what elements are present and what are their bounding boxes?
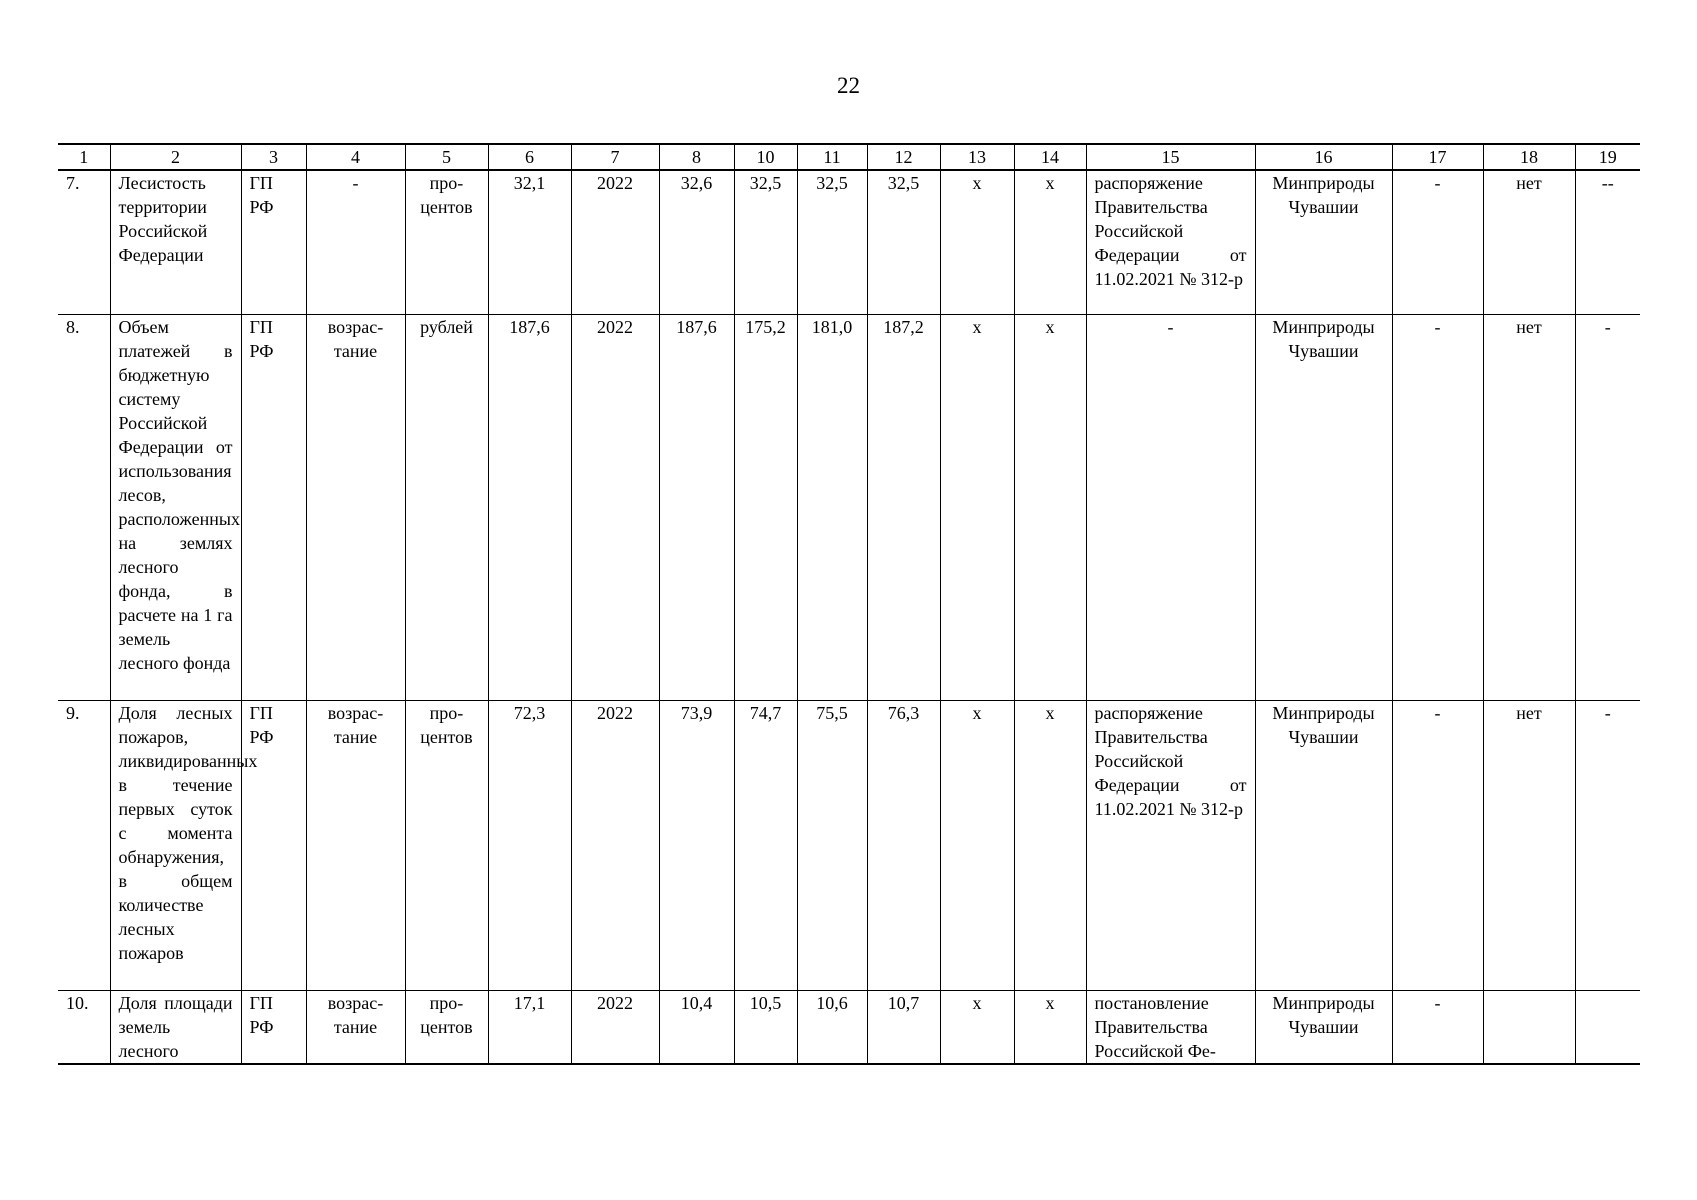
table-row — [58, 314, 1640, 700]
value-col-17: - — [1392, 700, 1483, 990]
indicator-unit: про-центов — [405, 170, 488, 314]
indicator-name: Доля лесных пожаров, ликвидированных в течение первых суток с момента обнаружения, в общем количестве лесных пожаров — [110, 700, 241, 990]
value-col-11: 181,0 — [797, 314, 867, 700]
indicators-table — [58, 143, 1640, 1065]
responsible-body: Минприроды Чувашии — [1255, 170, 1392, 314]
value-col-11: 32,5 — [797, 170, 867, 314]
header-cell: 1 — [58, 144, 110, 170]
value-col-13: x — [940, 700, 1014, 990]
header-cell: 6 — [488, 144, 571, 170]
indicator-source: ГП РФ — [241, 700, 306, 990]
base-year: 2022 — [571, 700, 659, 990]
header-cell: 4 — [306, 144, 405, 170]
header-cell: 17 — [1392, 144, 1483, 170]
value-col-8: 73,9 — [659, 700, 734, 990]
header-cell: 14 — [1014, 144, 1086, 170]
value-col-10: 175,2 — [734, 314, 797, 700]
value-col-18 — [1483, 990, 1575, 1064]
value-col-12: 32,5 — [867, 170, 940, 314]
value-col-8: 32,6 — [659, 170, 734, 314]
row-number: 8. — [58, 314, 110, 700]
header-cell: 7 — [571, 144, 659, 170]
legal-document: распоряжение Правительства Российской Федерации от 11.02.2021 № 312-р — [1086, 170, 1255, 314]
table-row — [58, 170, 1640, 314]
header-cell: 12 — [867, 144, 940, 170]
row-number: 7. — [58, 170, 110, 314]
value-col-19: - — [1575, 700, 1640, 990]
base-year: 2022 — [571, 990, 659, 1064]
header-cell: 2 — [110, 144, 241, 170]
table-row — [58, 700, 1640, 990]
value-col-17: - — [1392, 990, 1483, 1064]
header-cell: 19 — [1575, 144, 1640, 170]
value-col-14: x — [1014, 700, 1086, 990]
indicator-name: Объем платежей в бюджетную систему Российской Федерации от использования лесов, расположенных на землях лесного фонда, в расчете на 1 га земель лесного фонда — [110, 314, 241, 700]
value-col-11: 75,5 — [797, 700, 867, 990]
legal-document: постановление Правительства Российской Фе- — [1086, 990, 1255, 1064]
value-col-10: 32,5 — [734, 170, 797, 314]
indicator-name: Доля площади земель лесного — [110, 990, 241, 1064]
header-cell: 15 — [1086, 144, 1255, 170]
value-col-13: x — [940, 990, 1014, 1064]
value-col-8: 10,4 — [659, 990, 734, 1064]
indicator-trend: возрас-тание — [306, 314, 405, 700]
indicator-unit: про-центов — [405, 990, 488, 1064]
value-col-13: x — [940, 314, 1014, 700]
header-cell: 13 — [940, 144, 1014, 170]
header-cell: 10 — [734, 144, 797, 170]
row-number: 10. — [58, 990, 110, 1064]
value-col-11: 10,6 — [797, 990, 867, 1064]
indicator-source: ГП РФ — [241, 314, 306, 700]
base-value: 17,1 — [488, 990, 571, 1064]
value-col-17: - — [1392, 170, 1483, 314]
header-cell: 16 — [1255, 144, 1392, 170]
row-number: 9. — [58, 700, 110, 990]
indicator-trend: возрас-тание — [306, 700, 405, 990]
value-col-19: - — [1575, 314, 1640, 700]
value-col-12: 10,7 — [867, 990, 940, 1064]
value-col-19 — [1575, 990, 1640, 1064]
responsible-body: Минприроды Чувашии — [1255, 314, 1392, 700]
responsible-body: Минприроды Чувашии — [1255, 700, 1392, 990]
header-cell: 5 — [405, 144, 488, 170]
indicator-name: Лесистость территории Российской Федерации — [110, 170, 241, 314]
header-row — [58, 144, 1640, 170]
responsible-body: Минприроды Чувашии — [1255, 990, 1392, 1064]
base-year: 2022 — [571, 170, 659, 314]
value-col-18: нет — [1483, 314, 1575, 700]
indicator-trend: возрас-тание — [306, 990, 405, 1064]
base-value: 187,6 — [488, 314, 571, 700]
indicator-unit: про-центов — [405, 700, 488, 990]
value-col-8: 187,6 — [659, 314, 734, 700]
value-col-19: -- — [1575, 170, 1640, 314]
header-cell: 8 — [659, 144, 734, 170]
value-col-18: нет — [1483, 170, 1575, 314]
value-col-12: 76,3 — [867, 700, 940, 990]
value-col-18: нет — [1483, 700, 1575, 990]
value-col-14: x — [1014, 990, 1086, 1064]
value-col-14: x — [1014, 170, 1086, 314]
page-number: 22 — [837, 73, 860, 98]
base-year: 2022 — [571, 314, 659, 700]
value-col-14: x — [1014, 314, 1086, 700]
indicator-unit: рублей — [405, 314, 488, 700]
header-cell: 11 — [797, 144, 867, 170]
legal-document: - — [1086, 314, 1255, 700]
value-col-17: - — [1392, 314, 1483, 700]
base-value: 72,3 — [488, 700, 571, 990]
header-cell: 18 — [1483, 144, 1575, 170]
indicator-source: ГП РФ — [241, 990, 306, 1064]
table-row — [58, 990, 1640, 1064]
indicator-trend: - — [306, 170, 405, 314]
base-value: 32,1 — [488, 170, 571, 314]
value-col-10: 10,5 — [734, 990, 797, 1064]
value-col-12: 187,2 — [867, 314, 940, 700]
value-col-13: x — [940, 170, 1014, 314]
header-cell: 3 — [241, 144, 306, 170]
value-col-10: 74,7 — [734, 700, 797, 990]
legal-document: распоряжение Правительства Российской Федерации от 11.02.2021 № 312-р — [1086, 700, 1255, 990]
indicator-source: ГП РФ — [241, 170, 306, 314]
